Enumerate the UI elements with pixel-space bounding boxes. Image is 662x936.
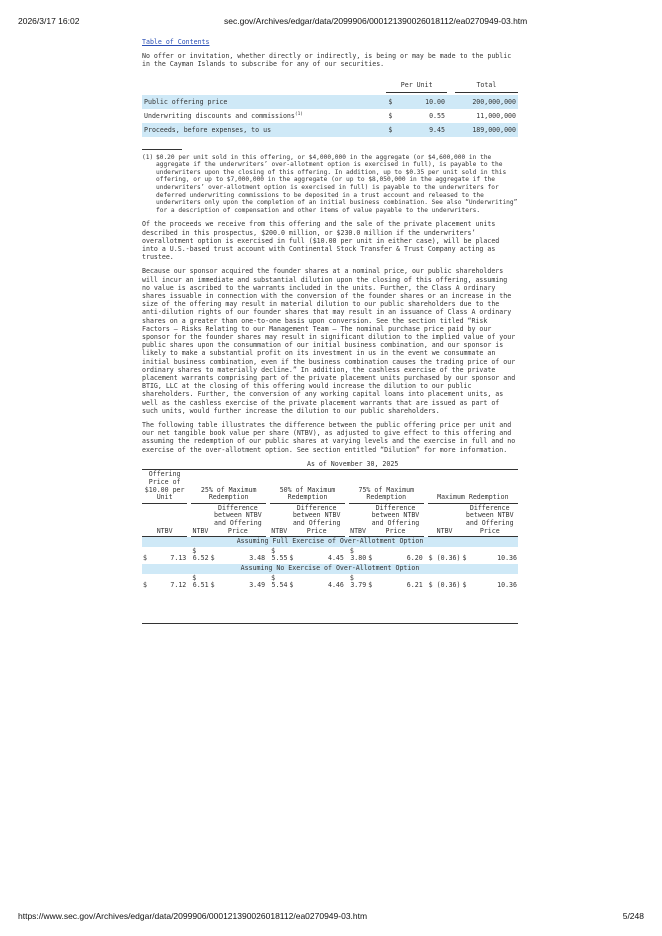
sub-diff: Difference between NTBV and Offering Price (462, 503, 519, 536)
document-body (142, 38, 518, 624)
band-no-exercise: Assuming No Exercise of Over-Allotment Option (142, 564, 518, 574)
page-count: 5/248 (622, 911, 644, 921)
total-value: 200,000,000 (455, 95, 518, 109)
pricing-header-row (142, 78, 518, 93)
browser-page-title: sec.gov/Archives/edgar/data/2099906/000121390026018112/ea0270949-03.htm (224, 16, 528, 26)
footnote (142, 154, 518, 215)
footnote-text: $0.20 per unit sold in this offering, or $4,000,000 in the aggregate (or $4,600,000 in the aggregate if the underwriters’ over-allotment option is exercised in full), is payable to the underwriters upon the closing of this offering. In addition, up to $0.35 per unit sold in this offering, or up to $7,000,000 in the aggregate (or up to $8,050,000 in the aggregate if the underwriters’ over-allotment option is exercised in full) is payable to the underwriters for deferred underwriting commissions to be deposited in a trust account and released to the underwriters only upon the completion of an initial business combination. See also “Underwriting” for a description of compensation and other items of value payable to the underwriters. (156, 153, 518, 214)
as-of-header: As of November 30, 2025 (187, 460, 518, 470)
browser-datetime: 2026/3/17 16:02 (18, 16, 80, 26)
total-value: 11,000,000 (476, 111, 516, 120)
trust-paragraph: Of the proceeds we receive from this offering and the sale of the private placement units described in this prospectus, $200.0 million, or $230.0 million if the underwriters’ overallotment option is exercised in full ($10.00 per unit in either case), will be placed into a U.S.-based trust account with Continental Stock Transfer & Trust Company acting as trustee. (142, 220, 500, 262)
table-row-none: $ 7.12 $ 6.51 $ 3.49 $ 5.54 $ 4.46 $ 3.79 $ 6.21 $ (0.36) $ 10.36 (143, 573, 517, 590)
footnote-separator (142, 149, 182, 150)
sub-ntbv: NTBV (191, 503, 209, 536)
sub-ntbv: NTBV (142, 503, 187, 536)
per-unit-value: 0.55 (429, 111, 445, 120)
pricing-row-underwriting: Underwriting discounts and commissions$^{(1)}$ $ 0.55 11,000,000 (142, 109, 518, 123)
band-full-exercise: Assuming Full Exercise of Over-Allotment Option (142, 537, 518, 547)
dilution-table (142, 460, 518, 624)
sub-ntbv: NTBV (428, 503, 462, 536)
intro-paragraph: No offer or invitation, whether directly or indirectly, is being or may be made to the public in the Cayman Islands to subscribe for any of our securities. (142, 52, 512, 69)
group-max-header: Maximum Redemption (428, 470, 518, 503)
row-label: Underwriting discounts and commissions$^{(1)}$ (144, 111, 303, 121)
per-unit-value: 10.00 (404, 95, 447, 109)
row-label: Public offering price (142, 95, 386, 109)
sub-ntbv: NTBV (349, 503, 367, 536)
sub-diff: Difference between NTBV and Offering Price (288, 503, 344, 536)
sub-diff: Difference between NTBV and Offering Price (210, 503, 266, 536)
browser-url: https://www.sec.gov/Archives/edgar/data/2099906/000121390026018112/ea0270949-03.htm (18, 911, 368, 921)
total-value: 189,000,000 (455, 123, 518, 137)
table-of-contents-link[interactable]: Table of Contents (142, 38, 210, 46)
pricing-row-public-offering: Public offering price $ 10.00 200,000,000 (142, 95, 518, 109)
row-label: Proceeds, before expenses, to us (142, 123, 386, 137)
offering-price-header: Offering Price of $10.00 per Unit (142, 470, 187, 503)
table-intro-paragraph: The following table illustrates the difference between the public offering price per unit and our net tangible book value per share (NTBV), as adjusted to give effect to this offering and assuming the redemption of our public shares at varying levels and the exercise in full and no exercise of the over-allotment option. See section entitled “Dilution” for more information. (142, 421, 516, 454)
sub-diff: Difference between NTBV and Offering Price (367, 503, 423, 536)
table-row-full: $ 7.13 $ 6.52 $ 3.48 $ 5.55 $ 4.45 $ 3.80 $ 6.20 $ (0.36) $ 10.36 (143, 546, 517, 563)
footnote-marker: (1) (142, 153, 154, 161)
pricing-row-proceeds: Proceeds, before expenses, to us $ 9.45 189,000,000 (142, 123, 518, 137)
group-75-header: 75% of Maximum Redemption (349, 470, 424, 503)
dilution-paragraph: Because our sponsor acquired the founder shares at a nominal price, our public shareholders will incur an immediate and substantial dilution upon the closing of this offering, assuming no value is ascribed to the warrants included in the units. Further, the Class A ordinary shares issuable in connection with the conversion of the founder shares or an increase in the size of the offering may result in material dilution to our public shareholders due to the anti-dilution rights of our founder shares that may result in an issuance of Class A ordinary shares on a greater than one-to-one basis upon conversion. See the section titled “Risk Factors — Risks Relating to our Management Team — The nominal purchase price paid by our sponsor for the founder shares may result in significant dilution to the implied value of your public shares upon the consummation of our initial business combination, and our sponsor is likely to make a substantial profit on its investment in us in the event we consummate an initial business combination, even if the business combination causes the trading price of our ordinary shares to materially decline.” In addition, the cashless exercise of the private placement warrants comprising part of the private placement units purchased by our sponsor and BTIG, LLC at the closing of this offering would increase the dilution to our public shareholders. Further, the conversion of any working capital loans into placement units, as well as the cashless exercise of the private placement warrants that are issued as part of such units, would further increase the dilution to our public shareholders. (142, 267, 516, 415)
col-total-header: Total (455, 78, 518, 93)
per-unit-value: 9.45 (404, 123, 447, 137)
footnote-ref: (1) (294, 111, 303, 117)
group-25-header: 25% of Maximum Redemption (191, 470, 266, 503)
pricing-table (142, 78, 518, 137)
sub-ntbv: NTBV (270, 503, 288, 536)
group-50-header: 50% of Maximum Redemption (270, 470, 345, 503)
col-per-unit-header: Per Unit (386, 78, 447, 93)
